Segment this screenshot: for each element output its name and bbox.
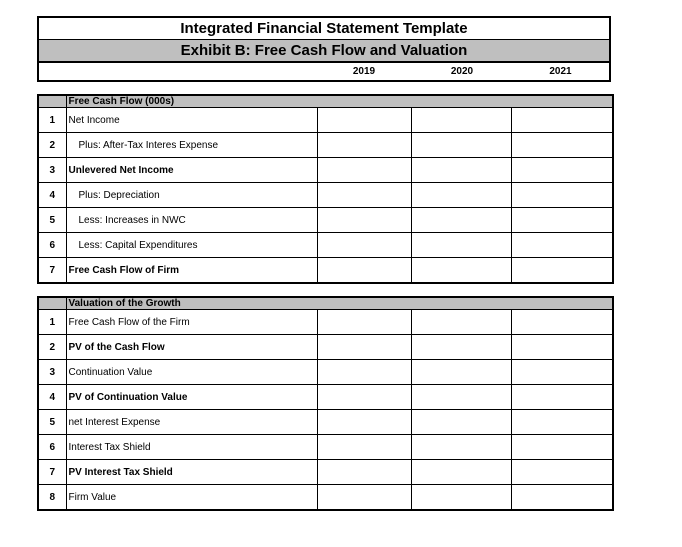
table-row [38,310,613,335]
input-cell-2021[interactable] [511,158,613,183]
row-number: 4 [38,385,66,410]
year-2021: 2021 [549,66,572,77]
input-cell-2020[interactable] [411,385,511,410]
valuation-table [37,296,614,511]
row-number: 6 [38,233,66,258]
year-header-row [39,63,609,80]
table-row [38,410,613,435]
input-cell-2019[interactable] [317,310,411,335]
table-row [38,335,613,360]
table-row [38,208,613,233]
input-cell-2019[interactable] [317,108,411,133]
row-number: 5 [38,410,66,435]
input-cell-2021[interactable] [511,485,613,511]
input-cell-2021[interactable] [511,385,613,410]
input-cell-2021[interactable] [511,183,613,208]
input-cell-2020[interactable] [411,183,511,208]
row-label: Plus: Depreciation [66,183,317,208]
table-row [38,158,613,183]
row-number: 4 [38,183,66,208]
input-cell-2021[interactable] [511,435,613,460]
row-number: 6 [38,435,66,460]
year-2019: 2019 [352,66,376,77]
row-label: PV of the Cash Flow [66,335,317,360]
input-cell-2019[interactable] [317,460,411,485]
section-header [38,297,613,310]
table-row [38,385,613,410]
row-label: Net Income [66,108,317,133]
row-number: 8 [38,485,66,511]
input-cell-2019[interactable] [317,258,411,284]
input-cell-2021[interactable] [511,108,613,133]
section-title: Valuation of the Growth [66,297,613,310]
input-cell-2020[interactable] [411,208,511,233]
input-cell-2021[interactable] [511,133,613,158]
page-title: Integrated Financial Statement Template [39,18,609,40]
input-cell-2020[interactable] [411,258,511,284]
input-cell-2019[interactable] [317,335,411,360]
input-cell-2020[interactable] [411,108,511,133]
row-number: 2 [38,133,66,158]
statement-header [37,16,611,82]
input-cell-2020[interactable] [411,233,511,258]
row-label: Less: Increases in NWC [66,208,317,233]
input-cell-2020[interactable] [411,158,511,183]
row-label: Interest Tax Shield [66,435,317,460]
table-row [38,460,613,485]
input-cell-2020[interactable] [411,335,511,360]
table-row [38,258,613,284]
input-cell-2019[interactable] [317,208,411,233]
input-cell-2019[interactable] [317,233,411,258]
section-title: Free Cash Flow (000s) [66,95,613,108]
row-label: net Interest Expense [66,410,317,435]
input-cell-2019[interactable] [317,183,411,208]
table-row [38,360,613,385]
input-cell-2021[interactable] [511,410,613,435]
row-number: 5 [38,208,66,233]
input-cell-2020[interactable] [411,460,511,485]
input-cell-2019[interactable] [317,410,411,435]
row-label: Less: Capital Expenditures [66,233,317,258]
row-label: Unlevered Net Income [66,158,317,183]
row-number: 1 [38,108,66,133]
row-label: Plus: After-Tax Interes Expense [66,133,317,158]
input-cell-2020[interactable] [411,133,511,158]
row-label: Free Cash Flow of Firm [66,258,317,284]
input-cell-2021[interactable] [511,310,613,335]
table-row [38,133,613,158]
table-row [38,183,613,208]
table-row [38,485,613,511]
input-cell-2021[interactable] [511,460,613,485]
table-row [38,233,613,258]
row-label: PV Interest Tax Shield [66,460,317,485]
exhibit-subtitle: Exhibit B: Free Cash Flow and Valuation [39,40,609,63]
row-number: 1 [38,310,66,335]
input-cell-2019[interactable] [317,133,411,158]
section-header [38,95,613,108]
input-cell-2020[interactable] [411,410,511,435]
input-cell-2021[interactable] [511,233,613,258]
input-cell-2019[interactable] [317,485,411,511]
input-cell-2020[interactable] [411,310,511,335]
input-cell-2020[interactable] [411,485,511,511]
input-cell-2019[interactable] [317,385,411,410]
input-cell-2020[interactable] [411,435,511,460]
row-number: 7 [38,258,66,284]
table-row [38,108,613,133]
input-cell-2021[interactable] [511,208,613,233]
row-label: Free Cash Flow of the Firm [66,310,317,335]
row-number: 2 [38,335,66,360]
input-cell-2021[interactable] [511,335,613,360]
input-cell-2019[interactable] [317,360,411,385]
row-number: 7 [38,460,66,485]
row-label: PV of Continuation Value [66,385,317,410]
row-number: 3 [38,158,66,183]
input-cell-2019[interactable] [317,435,411,460]
input-cell-2021[interactable] [511,360,613,385]
input-cell-2021[interactable] [511,258,613,284]
row-number: 3 [38,360,66,385]
input-cell-2020[interactable] [411,360,511,385]
table-row [38,435,613,460]
year-2020: 2020 [450,66,474,77]
free-cash-flow-table [37,94,614,284]
row-label: Continuation Value [66,360,317,385]
input-cell-2019[interactable] [317,158,411,183]
row-label: Firm Value [66,485,317,511]
